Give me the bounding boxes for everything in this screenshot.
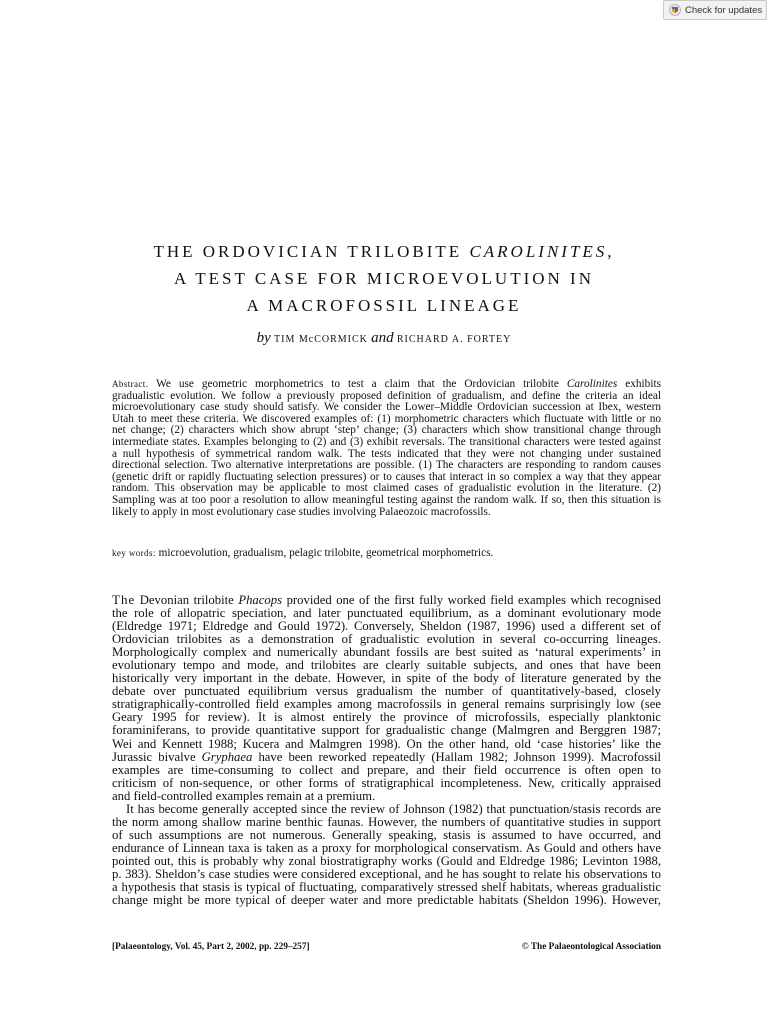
title-line-3: A MACROFOSSIL LINEAGE bbox=[246, 296, 522, 315]
body-line: The Devonian trilobite Phacops provided one of the first fully worked field examples which recognised bbox=[112, 592, 661, 607]
page-footer bbox=[112, 942, 661, 952]
body-line: historically very important in the debate. However, in spite of the body of literature generated by the bbox=[112, 671, 661, 686]
body-line: the role of allopatric speciation, and later punctuated equilibrium, as a dominant evolutionary mode bbox=[112, 606, 661, 621]
body-line: and field-controlled examples remain at a premium. bbox=[112, 788, 376, 803]
body-line: p. 383). Sheldon’s case studies were considered exceptional, and he has sought to relate his observations to bbox=[112, 866, 661, 881]
body-line: pointed out, this is probably why zonal biostratigraphy works (Gould and Eldredge 1986; Levinton 1988, bbox=[112, 853, 661, 868]
title-line-1: THE ORDOVICIAN TRILOBITE CAROLINITES, bbox=[153, 242, 615, 261]
body-line: foraminiferans, to provide quantitative support for gradualistic change (Malmgren and Berggren 1987; bbox=[112, 723, 661, 738]
body-line: Geary 1995 for review). It is almost entirely the province of microfossils, especially planktonic bbox=[112, 710, 661, 725]
body-line: debate over punctuated equilibrium versus gradualism the number of quantitatively-based, closely bbox=[112, 684, 661, 699]
abstract-line: Abstract. We use geometric morphometrics to test a claim that the Ordovician trilobite Carolinites exhibits bbox=[112, 378, 661, 390]
body-line: of such assumptions are not numerous. Generally speaking, stasis is assumed to have occurred, and bbox=[112, 827, 661, 842]
keywords-text: microevolution, gradualism, pelagic trilobite, geometrical morphometrics. bbox=[155, 547, 494, 559]
abstract-line: intermediate states. Examples belonging to (2) and (3) exhibit reversals. The transitional characters were tested against bbox=[112, 435, 661, 448]
title-line-2: A TEST CASE FOR MICROEVOLUTION IN bbox=[174, 269, 594, 288]
drop-cap: The bbox=[112, 592, 136, 607]
abstract-line: gradualistic evolution. We follow a previously proposed definition of gradualism, and define the criteria an ideal bbox=[112, 389, 661, 402]
body-line: Jurassic bivalve Gryphaea have been reworked repeatedly (Hallam 1982; Johnson 1999). Macrofossil bbox=[112, 749, 661, 764]
abstract-line: (genetic drift or rapidly fluctuating selection pressures) or to causes that interact in so complex a way that they appear bbox=[112, 470, 661, 483]
abstract-line: microevolutionary case study should satisfy. We consider the Lower–Middle Ordovician succession at Ibex, western bbox=[112, 401, 661, 414]
copyright: © The Palaeontological Association bbox=[521, 942, 661, 952]
body-line: the norm among shallow marine benthic faunas. However, the numbers of quantitative studies in support bbox=[112, 814, 661, 829]
body-line: endurance of Linnean taxa is taken as a proxy for morphological conservatism. As Gould and others have bbox=[112, 840, 661, 855]
abstract-line: net change; (2) characters which show abrupt ‘step’ change; (3) characters which show transitional change through bbox=[112, 424, 661, 437]
body-line: Wei and Kennett 1988; Kucera and Malmgren 1998). On the other hand, old ‘case histories’ like the bbox=[112, 736, 661, 751]
abstract-line: Sampling was at too poor a resolution to allow meaningful testing against the random walk. If so, then this situation is bbox=[112, 493, 661, 506]
article-title bbox=[0, 238, 768, 319]
body-line: criticism of non-sequence, or other forms of stratigraphical incompleteness. New, critically appraised bbox=[112, 775, 661, 790]
body-line: change might be more typical of deeper water and more predictable habitats (Sheldon 1996). However, bbox=[112, 893, 661, 908]
abstract-line: likely to apply in most evolutionary case studies involving Palaeozoic macrofossils. bbox=[112, 505, 491, 518]
abstract-label: Abstract. bbox=[112, 379, 149, 389]
abstract-line: random. This observation may be applicable to most claimed cases of gradualistic evolution in the literature. (2) bbox=[112, 482, 661, 495]
body-line: (Eldredge 1971; Eldredge and Gould 1972). Conversely, Sheldon (1987, 1996) used a different set of bbox=[112, 619, 661, 634]
body-line: stratigraphically-controlled field examples among macrofossils in general remains surprisingly low (see bbox=[112, 697, 661, 712]
crossmark-icon bbox=[669, 4, 681, 16]
body-line: Ordovician trilobites as a demonstration of gradualistic evolution in several co-occurring lineages. bbox=[112, 632, 661, 647]
check-for-updates-label: Check for updates bbox=[685, 4, 763, 16]
author-2: RICHARD A. FORTEY bbox=[396, 334, 512, 345]
body-line: a hypothesis that stasis is typical of fluctuating, comparatively stressed shelf habitats, whereas gradualistic bbox=[112, 880, 661, 895]
keywords-label: key words: bbox=[112, 548, 156, 558]
body-text bbox=[112, 593, 661, 907]
abstract-line: directional selection. Two alternative interpretations are possible. (1) The characters are responding to random causes bbox=[112, 459, 661, 472]
check-for-updates-button[interactable] bbox=[663, 0, 767, 20]
abstract-line: Utah to meet these criteria. We discovered examples of: (1) morphometric characters which fluctuate with little or no bbox=[112, 412, 661, 425]
body-line: evolutionary tempo and mode, and trilobites are clearly suitable subjects, and ones that have been bbox=[112, 658, 661, 673]
body-line: examples are time-consuming to collect and prepare, and their field occurrence is often open to bbox=[112, 762, 661, 777]
author-byline: by TIM McCORMICK and RICHARD A. FORTEY bbox=[256, 330, 512, 346]
abstract-line: a null hypothesis of symmetrical random walk. The tests indicated that they were not changing under sustained bbox=[112, 447, 661, 460]
author-1: TIM McCORMICK bbox=[274, 334, 368, 345]
keywords bbox=[112, 547, 493, 559]
body-line: It has become generally accepted since the review of Johnson (1982) that punctuation/stasis records are bbox=[126, 801, 661, 816]
abstract bbox=[112, 379, 661, 518]
body-line: Morphologically complex and numerically abundant fossils are best suited as ‘natural experiments’ in bbox=[112, 645, 661, 660]
citation: [Palaeontology, Vol. 45, Part 2, 2002, pp. 229–257] bbox=[112, 942, 310, 952]
